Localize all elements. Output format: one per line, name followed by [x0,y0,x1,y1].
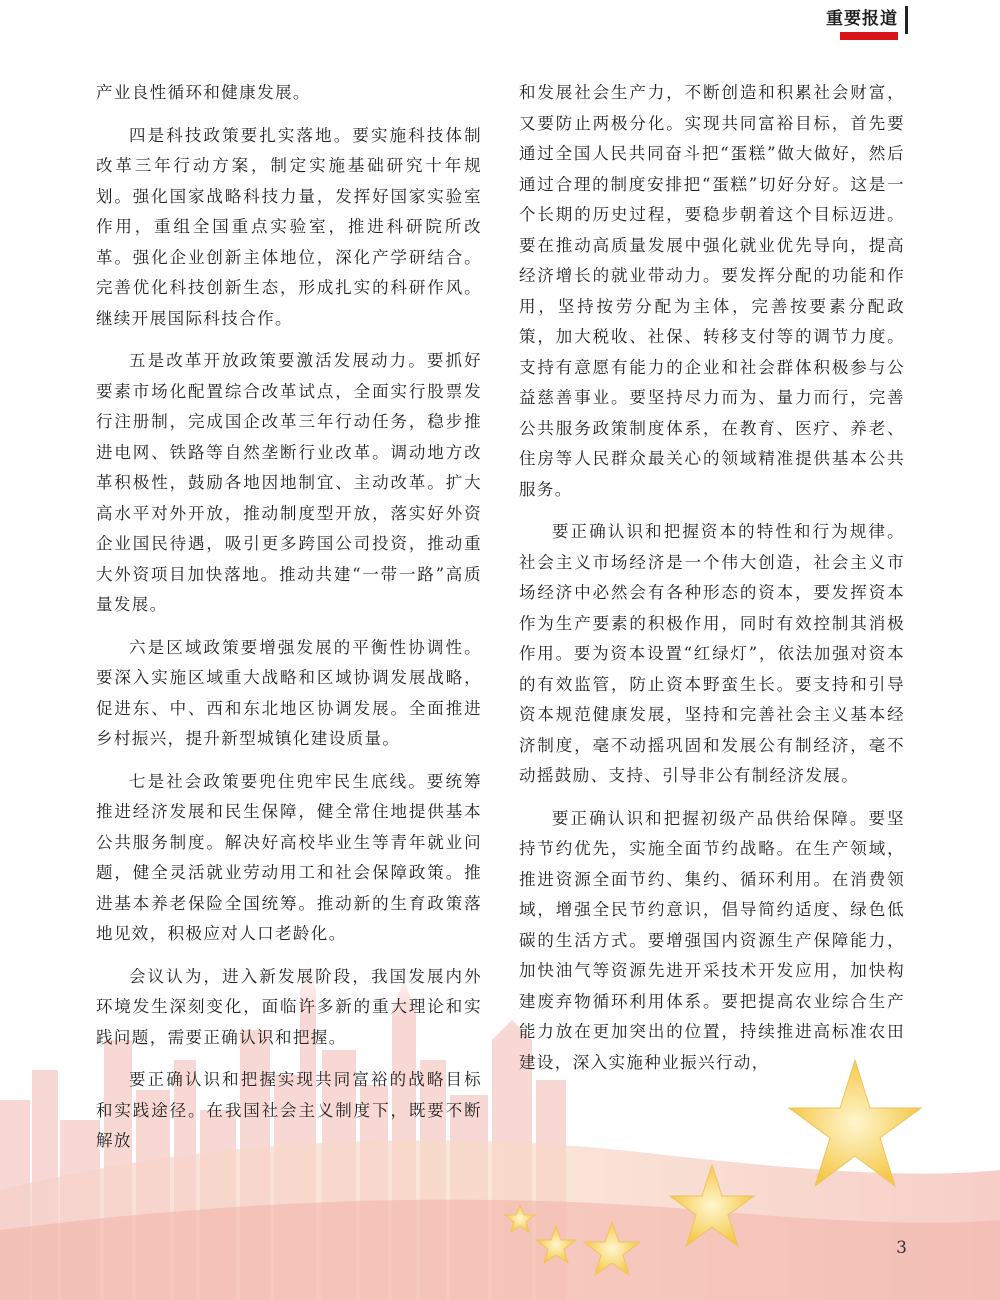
header-divider [905,6,908,34]
left-column [96,78,482,1169]
section-label: 重要报道 [826,9,898,29]
section-header [826,8,898,40]
header-accent-bar [840,32,898,40]
paragraph: 要正确认识和把握实现共同富裕的战略目标和实践途径。在我国社会主义制度下，既要不断解放 [96,1070,482,1150]
paragraph: 要正确认识和把握资本的特性和行为规律。社会主义市场经济是一个伟大创造，社会主义市场经济中必然会有各种形态的资本，要发挥资本作为生产要素的积极作用，同时有效控制其消极作用。要为资本设置“红绿灯”，依法加强对资本的有效监管，防止资本野蛮生长。要支持和引导资本规范健康发展，坚持和完善社会主义基本经济制度，毫不动摇巩固和发展公有制经济，毫不动摇鼓励、支持、引导非公有制经济发展。 [519,522,905,785]
right-column [519,78,905,1090]
paragraph: 七是社会政策要兜住兜牢民生底线。要统筹推进经济发展和民生保障，健全常住地提供基本公共服务制度。解决好高校毕业生等青年就业问题，健全灵活就业劳动用工和社会保障政策。推进基本养老保险全国统筹。推动新的生育政策落地见效，积极应对人口老龄化。 [96,771,482,943]
paragraph: 六是区域政策要增强发展的平衡性协调性。要深入实施区域重大战略和区域协调发展战略，促进东、中、西和东北地区协调发展。全面推进乡村振兴，提升新型城镇化建设质量。 [96,637,482,748]
paragraph: 五是改革开放政策要激活发展动力。要抓好要素市场化配置综合改革试点，全面实行股票发行注册制，完成国企改革三年行动任务，稳步推进电网、铁路等自然垄断行业改革。调动地方改革积极性，鼓励各地因地制宜、主动改革。扩大高水平对外开放，推动制度型开放，落实好外资企业国民待遇，吸引更多跨国公司投资，推动重大外资项目加快落地。推动共建“一带一路”高质量发展。 [96,351,482,614]
paragraph: 产业良性循环和健康发展。 [96,83,311,102]
paragraph: 要正确认识和把握初级产品供给保障。要坚持节约优先，实施全面节约战略。在生产领域，推进资源全面节约、集约、循环利用。在消费领域，增强全民节约意识，倡导简约适度、绿色低碳的生活方式。要增强国内资源生产保障能力，加快油气等资源先进开采技术开发应用，加快构建废弃物循环利用体系。要把提高农业综合生产能力放在更加突出的位置，持续推进高标准农田建设，深入实施种业振兴行动， [519,808,905,1072]
paragraph: 和发展社会生产力，不断创造和积累社会财富，又要防止两极分化。实现共同富裕目标，首先要通过全国人民共同奋斗把“蛋糕”做大做好，然后通过合理的制度安排把“蛋糕”切好分好。这是一个长期的历史过程，要稳步朝着这个目标迈进。要在推动高质量发展中强化就业优先导向，提高经济增长的就业带动力。要发挥分配的功能和作用，坚持按劳分配为主体，完善按要素分配政策，加大税收、社保、转移支付等的调节力度。支持有意愿有能力的企业和社会群体积极参与公益慈善事业。要坚持尽力而为、量力而行，完善公共服务政策制度体系，在教育、医疗、养老、住房等人民群众最关心的领域精准提供基本公共服务。 [519,83,905,499]
paragraph: 会议认为，进入新发展阶段，我国发展内外环境发生深刻变化，面临许多新的重大理论和实践问题，需要正确认识和把握。 [96,966,482,1047]
paragraph: 四是科技政策要扎实落地。要实施科技体制改革三年行动方案，制定实施基础研究十年规划。强化国家战略科技力量，发挥好国家实验室作用，重组全国重点实验室，推进科研院所改革。强化企业创新主体地位，深化产学研结合。完善优化科技创新生态，形成扎实的科研作风。继续开展国际科技合作。 [96,125,482,328]
page-number: 3 [896,1238,907,1258]
